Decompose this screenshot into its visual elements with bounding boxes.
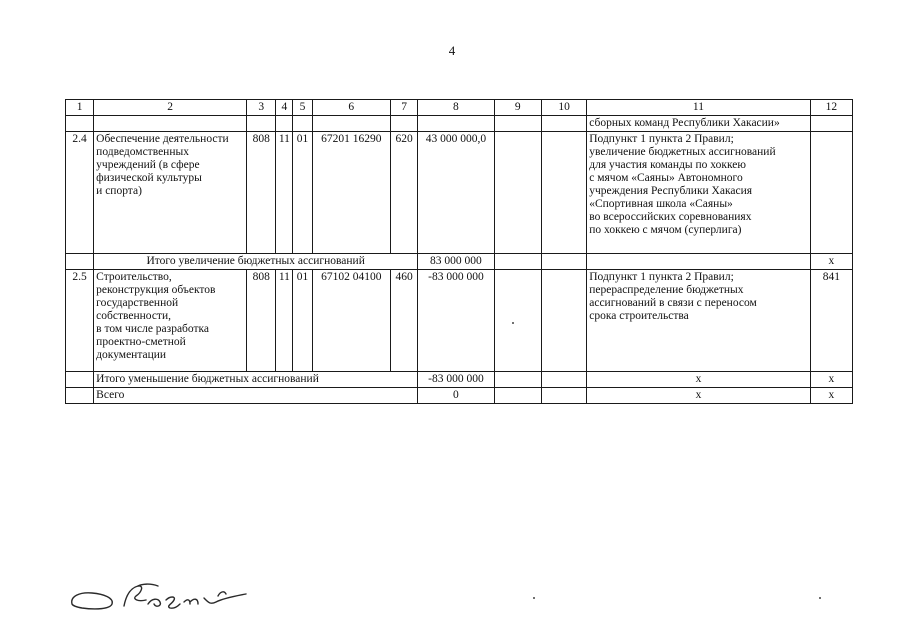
column-header: 4 bbox=[276, 100, 293, 116]
column-header: 9 bbox=[494, 100, 541, 116]
total-decrease-c11: х bbox=[587, 372, 810, 388]
total-decrease-amount: -83 000 000 bbox=[418, 372, 494, 388]
row-number: 2.4 bbox=[66, 132, 94, 254]
column-header: 2 bbox=[94, 100, 247, 116]
budget-allocation-table bbox=[65, 99, 853, 404]
column-header: 5 bbox=[293, 100, 312, 116]
column-header: 8 bbox=[418, 100, 494, 116]
grand-total-label: Всего bbox=[94, 388, 418, 404]
section-code: 11 bbox=[276, 270, 293, 372]
column-header: 12 bbox=[810, 100, 852, 116]
signature-icon bbox=[68, 578, 258, 618]
ministry-code: 808 bbox=[247, 132, 276, 254]
total-decrease-c12: х bbox=[810, 372, 852, 388]
total-increase-c12: х bbox=[810, 254, 852, 270]
column-header: 11 bbox=[587, 100, 810, 116]
column-header: 6 bbox=[312, 100, 390, 116]
column-9-value bbox=[494, 132, 541, 254]
table-row bbox=[66, 270, 853, 372]
basis-text: Подпункт 1 пункта 2 Правил; перераспределение бюджетных ассигнований в связи с переносом срока строительства bbox=[587, 270, 810, 372]
subsection-code: 01 bbox=[293, 132, 312, 254]
scan-speck bbox=[533, 597, 535, 599]
expense-type-code: 460 bbox=[391, 270, 418, 372]
section-code: 11 bbox=[276, 132, 293, 254]
continuation-text: сборных команд Республики Хакасии» bbox=[587, 116, 810, 132]
column-10-value bbox=[541, 132, 586, 254]
expense-type-code: 620 bbox=[391, 132, 418, 254]
total-increase-row bbox=[66, 254, 853, 270]
column-header: 10 bbox=[541, 100, 586, 116]
page-number: 4 bbox=[448, 43, 456, 58]
column-header: 1 bbox=[66, 100, 94, 116]
basis-text: Подпункт 1 пункта 2 Правил; увеличение бюджетных ассигнований для участия команды по хоккею с мячом «Саяны» Автономного учреждения Республики Хакасия «Спортивная школа «Саяны» во всероссийских соревнованиях по хоккею с мячом (суперлига) bbox=[587, 132, 810, 254]
grand-total-c11: х bbox=[587, 388, 810, 404]
grand-total-row bbox=[66, 388, 853, 404]
column-10-value bbox=[541, 270, 586, 372]
column-9-value bbox=[494, 270, 541, 372]
column-header: 7 bbox=[391, 100, 418, 116]
column-12-value bbox=[810, 132, 852, 254]
target-article-code: 67201 16290 bbox=[312, 132, 390, 254]
target-article-code: 67102 04100 bbox=[312, 270, 390, 372]
column-12-value: 841 bbox=[810, 270, 852, 372]
total-decrease-label: Итого уменьшение бюджетных ассигнований bbox=[94, 372, 418, 388]
total-increase-label: Итого увеличение бюджетных ассигнований bbox=[94, 254, 418, 270]
scan-speck bbox=[819, 597, 821, 599]
total-increase-amount: 83 000 000 bbox=[418, 254, 494, 270]
total-decrease-row bbox=[66, 372, 853, 388]
row-name: Строительство, реконструкция объектов государственной собственности, в том числе разработка проектно-сметной документации bbox=[94, 270, 247, 372]
row-name: Обеспечение деятельности подведомственных учреждений (в сфере физической культуры и спорта) bbox=[94, 132, 247, 254]
amount: 43 000 000,0 bbox=[418, 132, 494, 254]
table-row bbox=[66, 132, 853, 254]
row-number: 2.5 bbox=[66, 270, 94, 372]
column-number-row bbox=[66, 100, 853, 116]
continuation-row bbox=[66, 116, 853, 132]
scan-speck bbox=[512, 322, 514, 324]
amount: -83 000 000 bbox=[418, 270, 494, 372]
column-header: 3 bbox=[247, 100, 276, 116]
grand-total-amount: 0 bbox=[418, 388, 494, 404]
grand-total-c12: х bbox=[810, 388, 852, 404]
total-increase-c11 bbox=[587, 254, 810, 270]
subsection-code: 01 bbox=[293, 270, 312, 372]
ministry-code: 808 bbox=[247, 270, 276, 372]
